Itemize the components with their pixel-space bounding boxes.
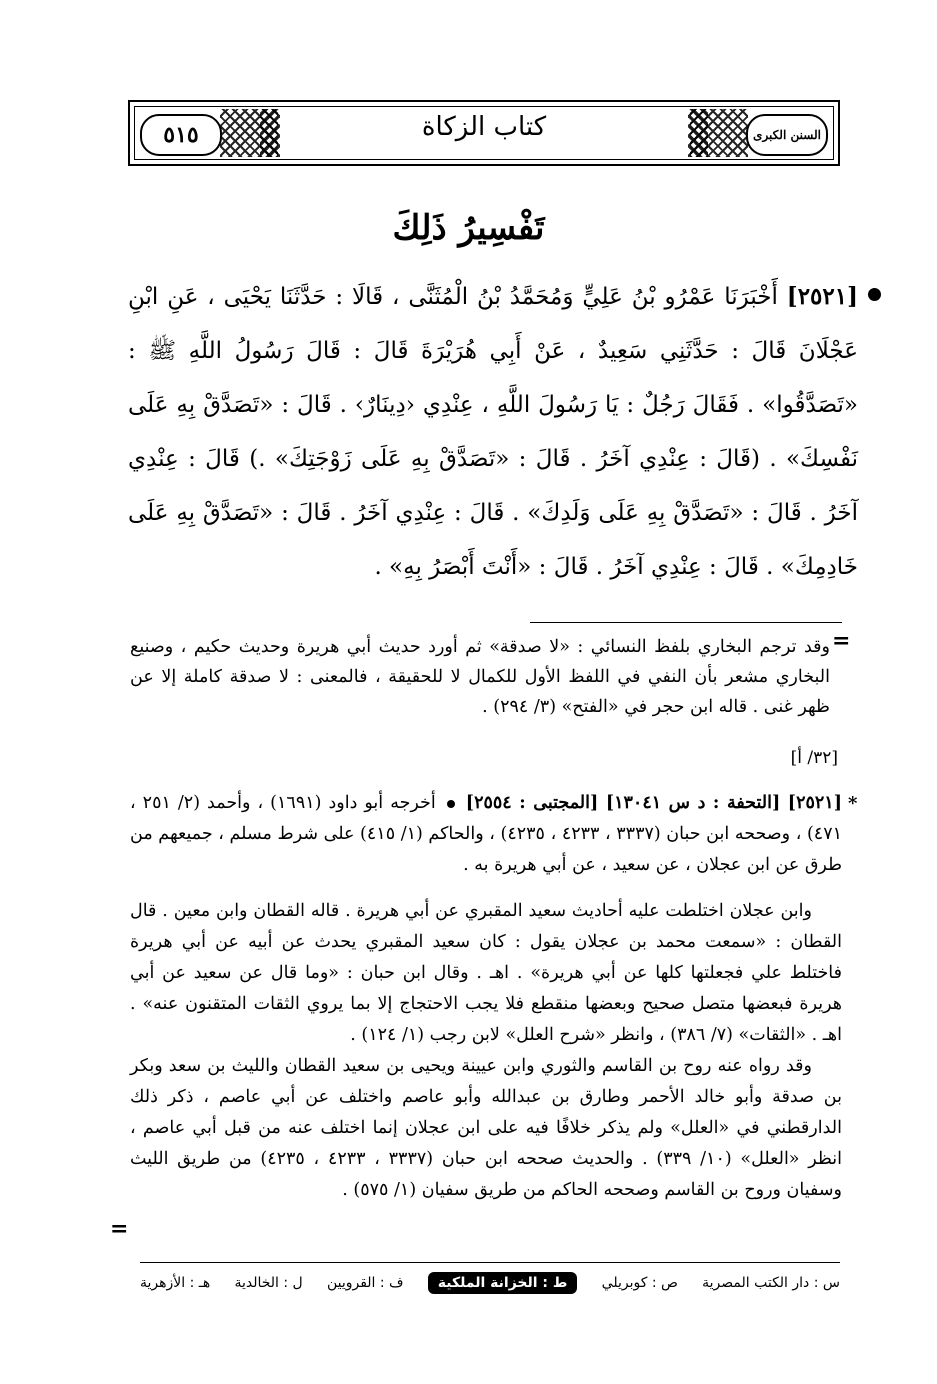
legend-item-highlighted: ط : الخزانة الملكية <box>428 1272 578 1294</box>
legend-item: ص : كوبريلي <box>601 1275 678 1291</box>
takhrij-text: أخرجه أبو داود (١٦٩١) ، وأحمد (٢/ ٢٥١ ، ٤٧١) ، وصححه ابن حبان (٣٣٣٧ ، ٤٢٣٣ ، ٤٢٣٥) ، والحاكم (١/ ٤١٥) على شرط مسلم ، جميعهم من طرق عن ابن عجلان ، عن سعيد ، عن أبي هريرة به . <box>130 793 842 875</box>
footnote-3 <box>130 896 842 1206</box>
continuation-mark-bottom: = <box>110 1216 129 1242</box>
takhrij-tag: [٢٥٢١] [التحفة : د س ١٣٠٤١] [المجتبى : ٢٥٥٤] <box>465 793 842 813</box>
legend-item: س : دار الكتب المصرية <box>702 1275 840 1291</box>
page-number-cartouche <box>140 114 222 156</box>
legend-item: ف : القرويين <box>326 1275 404 1291</box>
legend-item: هـ : الأزهرية <box>140 1275 211 1291</box>
hadith-text-block <box>128 270 858 594</box>
footnote-1: وقد ترجم البخاري بلفظ النسائي : «لا صدقة» ثم أورد حديث أبي هريرة وحديث حكيم ، وصنيع البخاري مشعر بأن النفي في اللفظ الأول للكمال لا للحقيقة ، فالمعنى : لا صدقة كاملة إلا عن ظهر غنى . قاله ابن حجر في «الفتح» (٣/ ٢٩٤) . <box>130 637 830 717</box>
logo-cartouche <box>746 114 828 156</box>
footnote-separator <box>530 622 842 623</box>
ornament-left-inner <box>260 109 278 157</box>
hadith-text: أَخْبَرَنَا عَمْرُو بْنُ عَلِيٍّ وَمُحَمَّدُ بْنُ الْمُثَنَّى ، قَالَا : حَدَّثَنَا يَحْيَى ، عَنِ ابْنِ عَجْلَانَ قَالَ : حَدَّثَنِي سَعِيدٌ ، عَنْ أَبِي هُرَيْرَةَ قَالَ : قَالَ رَسُولُ اللَّهِ ﷺ : «تَصَدَّقُوا» . فَقَالَ رَجُلٌ : يَا رَسُولَ اللَّهِ ، عِنْدِي ‹دِينَارٌ› . قَالَ : «تَصَدَّقْ بِهِ عَلَى نَفْسِكَ» . (قَالَ : عِنْدِي آخَرُ . قَالَ : «تَصَدَّقْ بِهِ عَلَى زَوْجَتِكَ» .) قَالَ : عِنْدِي آخَرُ . قَالَ : «تَصَدَّقْ بِهِ عَلَى وَلَدِكَ» . قَالَ : عِنْدِي آخَرُ . قَالَ : «تَصَدَّقْ بِهِ عَلَى خَادِمِكَ» . قَالَ : عِنْدِي آخَرُ . قَالَ : «أَنْتَ أَبْصَرُ بِهِ» . <box>128 284 858 580</box>
manuscript-ref: [٣٢/ أ] <box>790 748 838 768</box>
footer-rule <box>140 1262 840 1263</box>
header-banner <box>128 100 840 166</box>
book-title: كتاب الزكاة <box>421 112 547 142</box>
section-title: تَفْسِيرُ ذَلِكَ <box>392 208 545 248</box>
manuscript-legend <box>140 1268 840 1298</box>
hadith-number: [٢٥٢١] <box>786 283 858 310</box>
bullet-icon <box>868 288 881 301</box>
star-icon: * <box>848 793 858 814</box>
page-number: ٥١٥ <box>163 122 199 148</box>
continuation-mark-top: = <box>832 628 851 654</box>
footnote-3-paragraph-2: وقد رواه عنه روح بن القاسم والثوري وابن عيينة ويحيى بن سعيد القطان والليث بن سعد وبكر بن صدقة وأبو خالد الأحمر وطارق بن عبدالله وأبو عاصم واختلف عن أبي عاصم ، ذكر ذلك الدارقطني في «العلل» ولم يذكر خلافًا فيه على ابن عجلان إنما اختلف عنه من قبل أبي عاصم ، انظر «العلل» (١٠/ ٣٣٩) . والحديث صححه ابن حبان (٣٣٣٧ ، ٤٢٣٣ ، ٤٢٣٥) من طريق الليث وسفيان وروح بن القاسم وصححه الحاكم من طريق سفيان (١/ ٥٧٥) . <box>130 1056 842 1200</box>
logo-text: السنن الكبرى <box>753 128 821 142</box>
legend-item: ل : الخالدية <box>234 1275 303 1291</box>
bullet-icon <box>447 800 455 808</box>
footnote-3-paragraph-1: وابن عجلان اختلطت عليه أحاديث سعيد المقبري عن أبي هريرة . قاله القطان وابن معين . قال القطان : «سمعت محمد بن عجلان يقول : كان سعيد المقبري يحدث عن أبيه عن أبي هريرة فاختلط علي فجعلتها كلها عن أبي هريرة» . اهـ . وقال ابن حبان : «وما قال عن سعيد عن أبي هريرة فبعضها متصل صحيح وبعضها منقطع فلا يجب الاحتجاج إلا بما يروي الثقات المتقنون عنه» . اهـ . «الثقات» (٧/ ٣٨٦) ، وانظر «شرح العلل» لابن رجب (١/ ١٢٤) . <box>130 901 842 1045</box>
footnote-2 <box>130 788 842 881</box>
ornament-right-inner <box>690 109 708 157</box>
